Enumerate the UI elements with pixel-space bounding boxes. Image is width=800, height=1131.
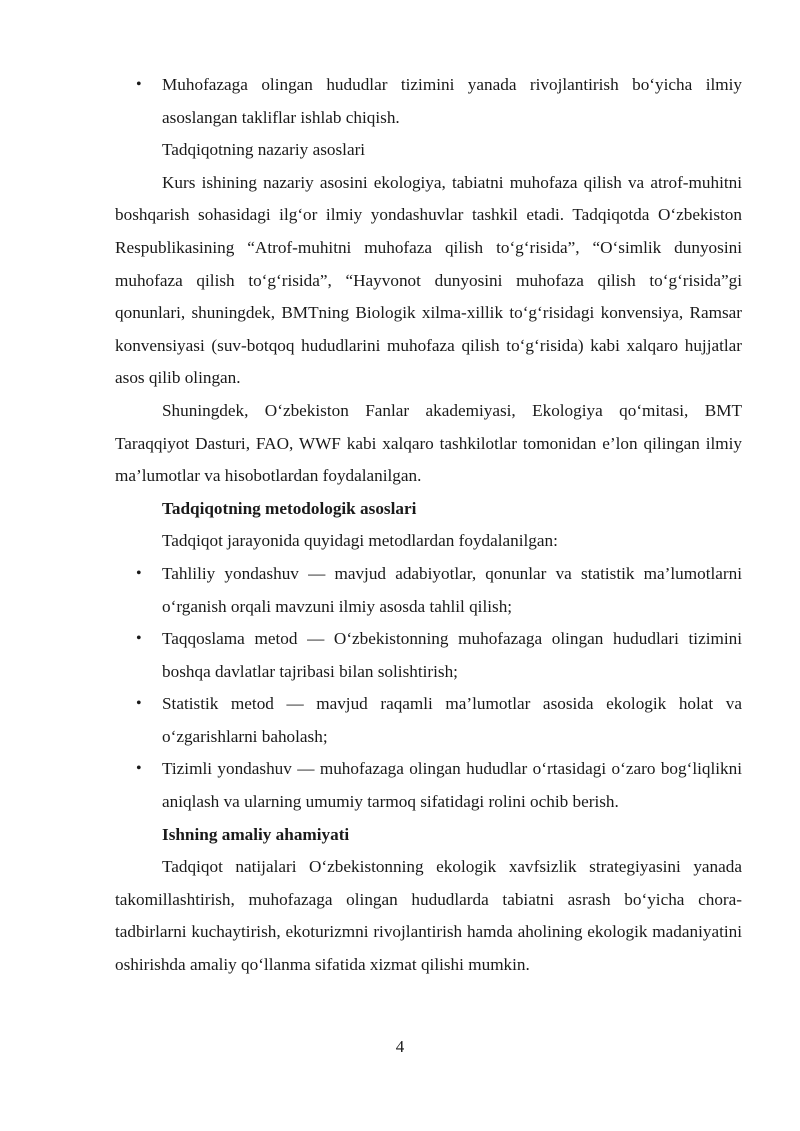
methods-list	[115, 558, 742, 819]
method-heading: Tadqiqotning metodologik asoslari	[162, 498, 417, 518]
list-item	[115, 558, 742, 623]
bullet-icon: •	[136, 760, 142, 778]
bullet-icon: •	[136, 695, 142, 713]
list-item-text: Tahliliy yondashuv — mavjud adabiyotlar, qonunlar va statistik ma’lumotlarni o‘rganish orqali mavzuni ilmiy asosda tahlil qilish;	[162, 563, 742, 616]
page-number: 4	[395, 1037, 405, 1056]
list-item-text: Statistik metod — mavjud raqamli ma’lumotlar asosida ekologik holat va o‘zgarishlarni baholash;	[162, 694, 742, 746]
theory-paragraph-1: Kurs ishining nazariy asosini ekologiya, tabiatni muhofaza qilish va atrof-muhitni boshqarish sohasidagi ilg‘or ilmiy yondashuvlar tashkil etadi. Tadqiqotda O‘zbekiston Respublikasining “Atrof-muhitni muhofaza qilish to‘g‘risida”, “O‘simlik dunyosini muhofaza qilish to‘g‘risida”, “Hayvonot dunyosini muhofaza qilish to‘g‘risida”gi qonunlari, shuningdek, BMTning Biologik xilma-xillik to‘g‘risidagi konvensiya, Ramsar konvensiyasi (suv-botqoq hududlarini muhofaza qilish to‘g‘risida) kabi xalqaro hujjatlar asos qilib olingan.	[115, 172, 742, 388]
method-intro: Tadqiqot jarayonida quyidagi metodlardan foydalanilgan:	[162, 531, 558, 551]
list-item-text: Taqqoslama metod — O‘zbekistonning muhofazaga olingan hududlari tizimini boshqa davlatlar tajribasi bilan solishtirish;	[162, 629, 742, 681]
list-item	[115, 69, 742, 134]
practical-heading: Ishning amaliy ahamiyati	[162, 824, 350, 844]
practical-paragraph: Tadqiqot natijalari O‘zbekistonning ekologik xavfsizlik strategiyasini yanada takomillashtirish, muhofazaga olingan hududlarda tabiatni asrash bo‘yicha chora-tadbirlarni kuchaytirish, ekoturizmni rivojlantirish hamda aholining ekologik madaniyatini oshirishda amaliy qo‘llanma sifatida xizmat qilishi mumkin.	[115, 857, 742, 975]
bullet-icon: •	[136, 76, 142, 93]
theory-paragraph-2: Shuningdek, O‘zbekiston Fanlar akademiyasi, Ekologiya qo‘mitasi, BMT Taraqqiyot Dasturi, FAO, WWF kabi xalqaro tashkilotlar tomonidan e’lon qilingan ilmiy ma’lumotlar va hisobotlardan foydalanilgan.	[115, 400, 742, 486]
document-page	[115, 69, 742, 982]
list-item	[115, 623, 742, 688]
goals-list	[115, 69, 742, 134]
list-item-text: Tizimli yondashuv — muhofazaga olingan hududlar o‘rtasidagi o‘zaro bog‘liqlikni aniqlash va ularning umumiy tarmoq sifatidagi rolini ochib berish.	[162, 759, 742, 812]
list-item-text: Muhofazaga olingan hududlar tizimini yanada rivojlantirish bo‘yicha ilmiy asoslangan takliflar ishlab chiqish.	[162, 75, 742, 127]
bullet-icon: •	[136, 564, 142, 582]
theory-heading: Tadqiqotning nazariy asoslari	[162, 140, 366, 160]
bullet-icon: •	[136, 630, 142, 648]
list-item	[115, 688, 742, 753]
list-item	[115, 753, 742, 818]
